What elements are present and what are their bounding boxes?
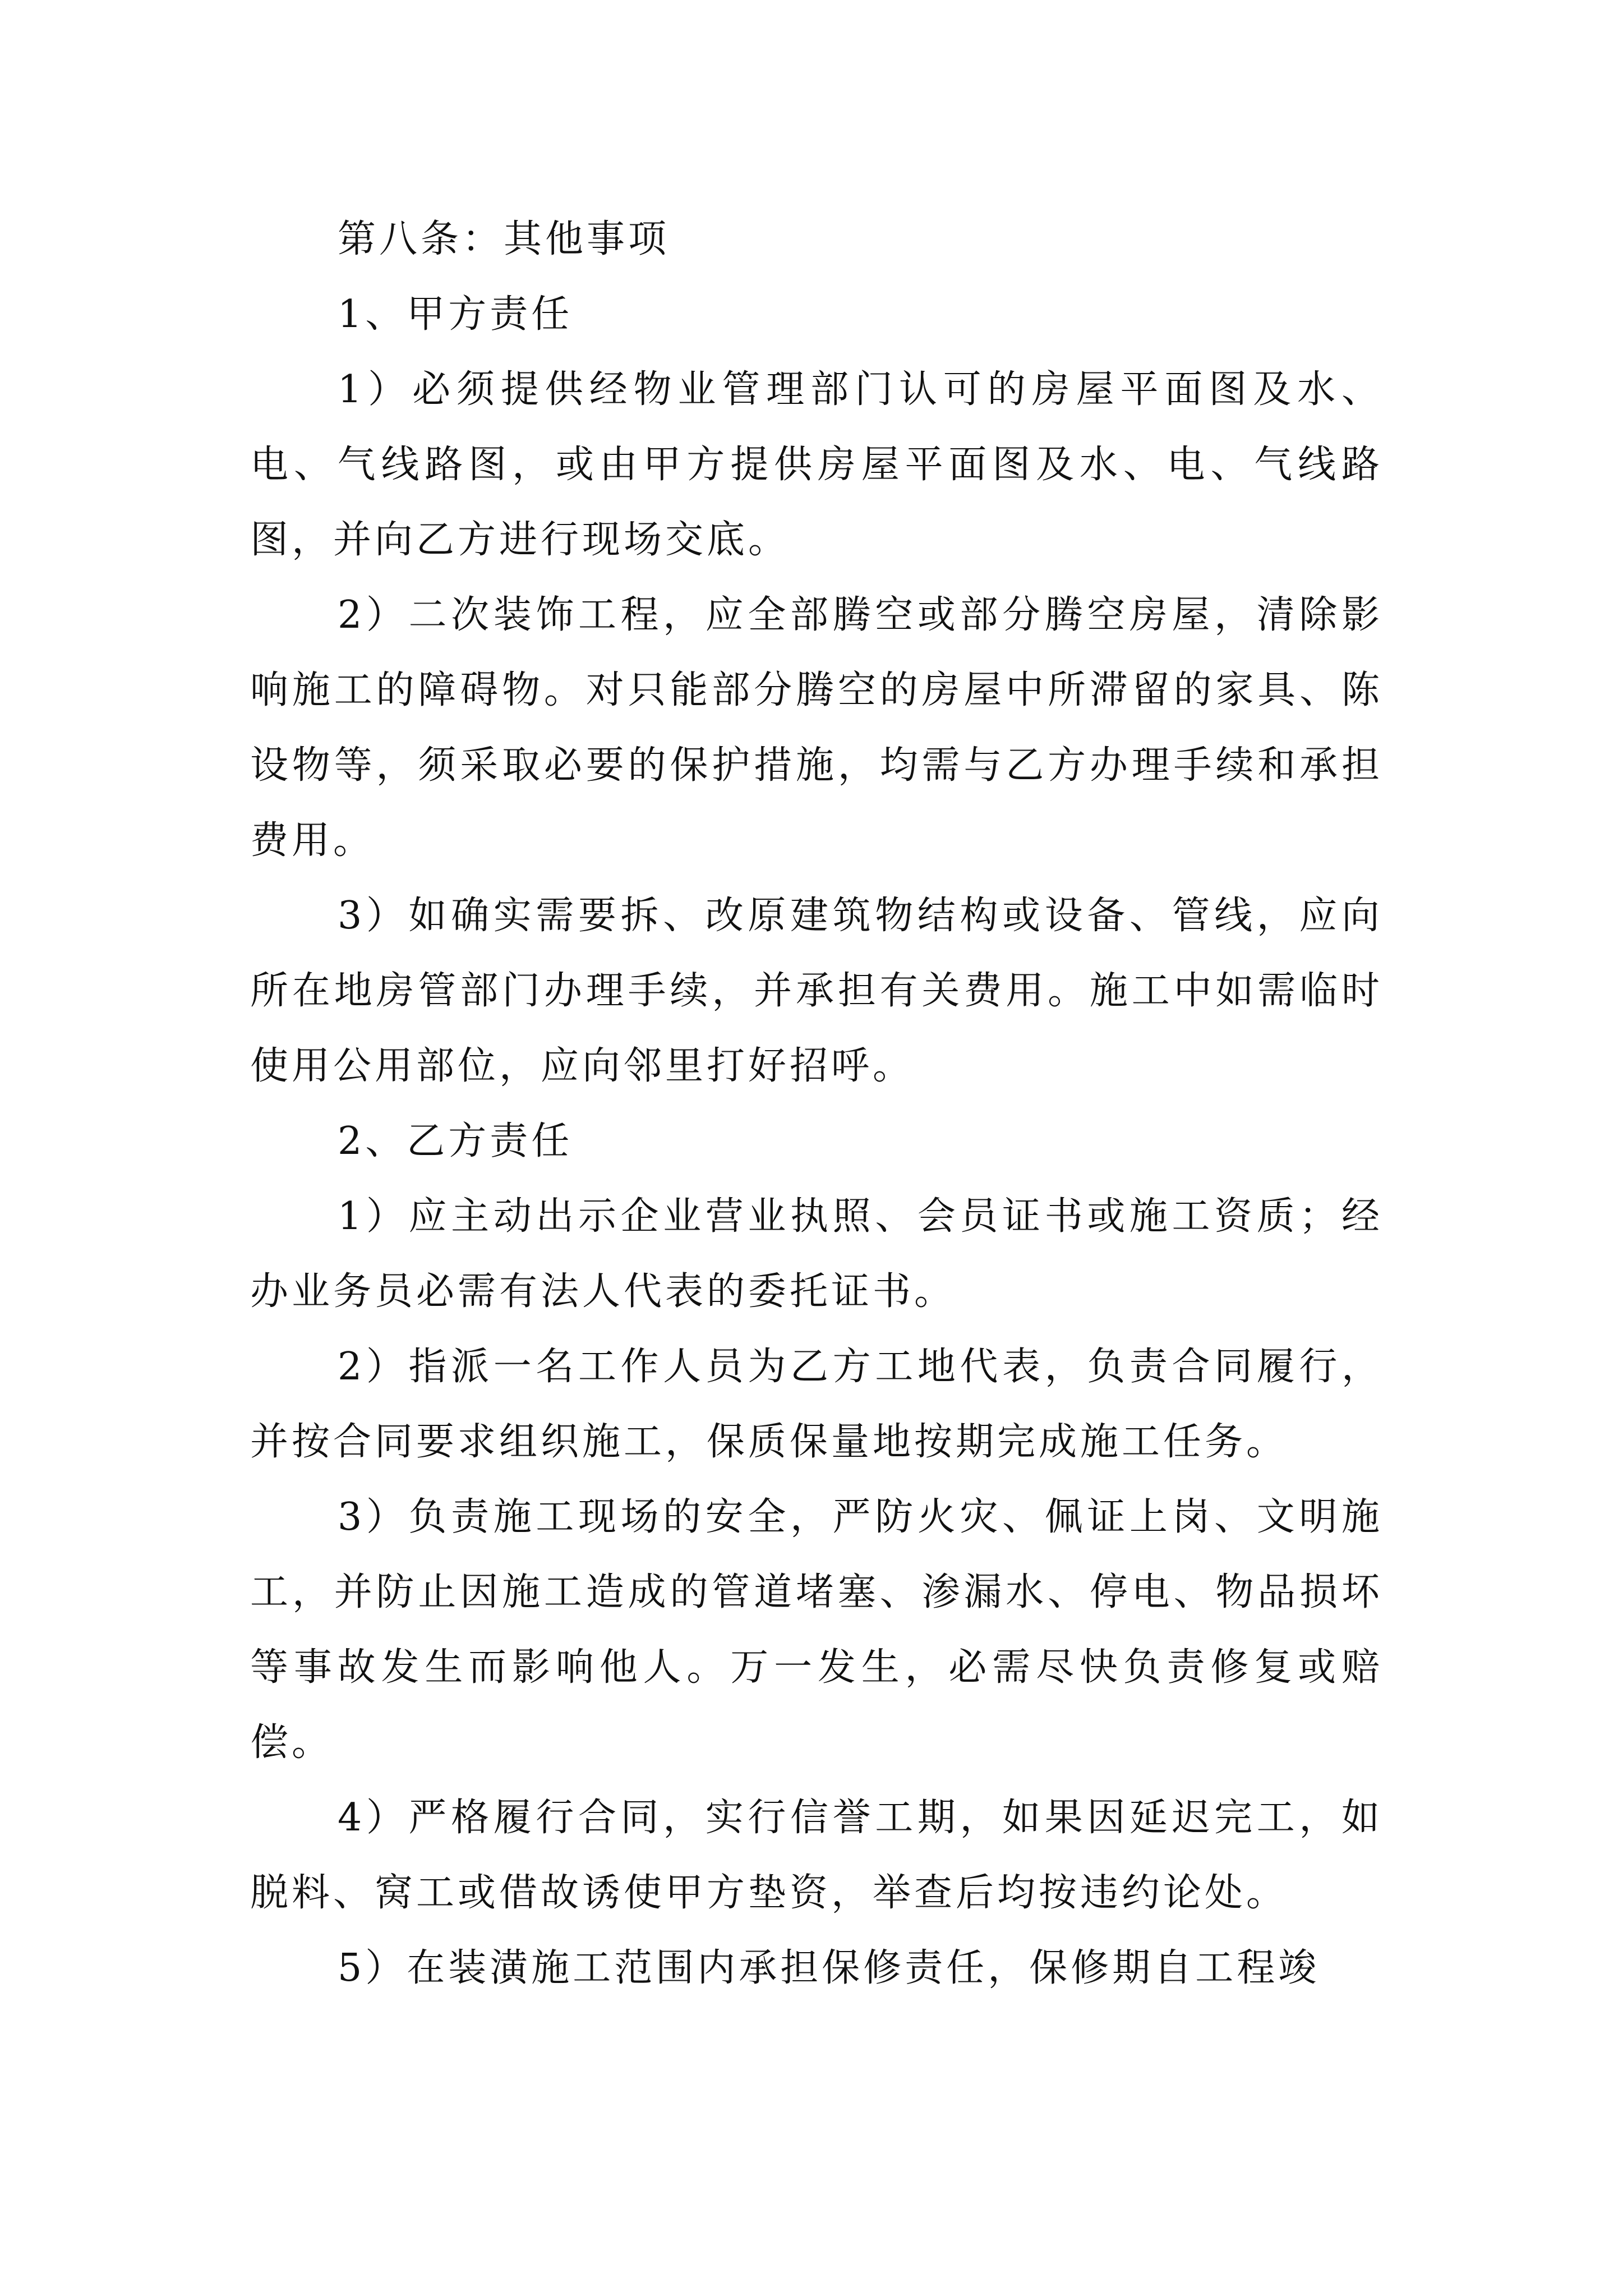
party-a-clause-1: 1）必须提供经物业管理部门认可的房屋平面图及水、电、气线路图，或由甲方提供房屋平面图及水、电、气线路图，并向乙方进行现场交底。 [250, 367, 1383, 562]
party-a-clause-2: 2）二次装饰工程，应全部腾空或部分腾空房屋，清除影响施工的障碍物。对只能部分腾空的房屋中所滞留的家具、陈设物等，须采取必要的保护措施，均需与乙方办理手续和承担费用。 [250, 593, 1383, 863]
party-b-heading: 2、乙方责任 [338, 1119, 573, 1163]
section-heading: 第八条：其他事项 [338, 217, 670, 261]
party-b-clause-5: 5）在装潢施工范围内承担保修责任，保修期自工程竣 [338, 1946, 1320, 1990]
party-a-heading: 1、甲方责任 [338, 292, 573, 337]
party-b-clause-3: 3）负责施工现场的安全，严防火灾、佩证上岗、文明施工，并防止因施工造成的管道堵塞、渗漏水、停电、物品损坏等事故发生而影响他人。万一发生，必需尽快负责修复或赔偿。 [250, 1495, 1383, 1765]
party-a-clause-3: 3）如确实需要拆、改原建筑物结构或设备、管线，应向所在地房管部门办理手续，并承担有关费用。施工中如需临时使用公用部位，应向邻里打好招呼。 [250, 894, 1383, 1088]
party-b-clause-4: 4）严格履行合同，实行信誉工期，如果因延迟完工，如脱料、窝工或借故诱使甲方垫资，举查后均按违约论处。 [250, 1796, 1383, 1915]
document-body [250, 202, 1383, 2006]
party-b-clause-1: 1）应主动出示企业营业执照、会员证书或施工资质；经办业务员必需有法人代表的委托证书。 [250, 1194, 1383, 1314]
party-b-clause-2: 2）指派一名工作人员为乙方工地代表，负责合同履行，并按合同要求组织施工，保质保量地按期完成施工任务。 [250, 1345, 1383, 1464]
